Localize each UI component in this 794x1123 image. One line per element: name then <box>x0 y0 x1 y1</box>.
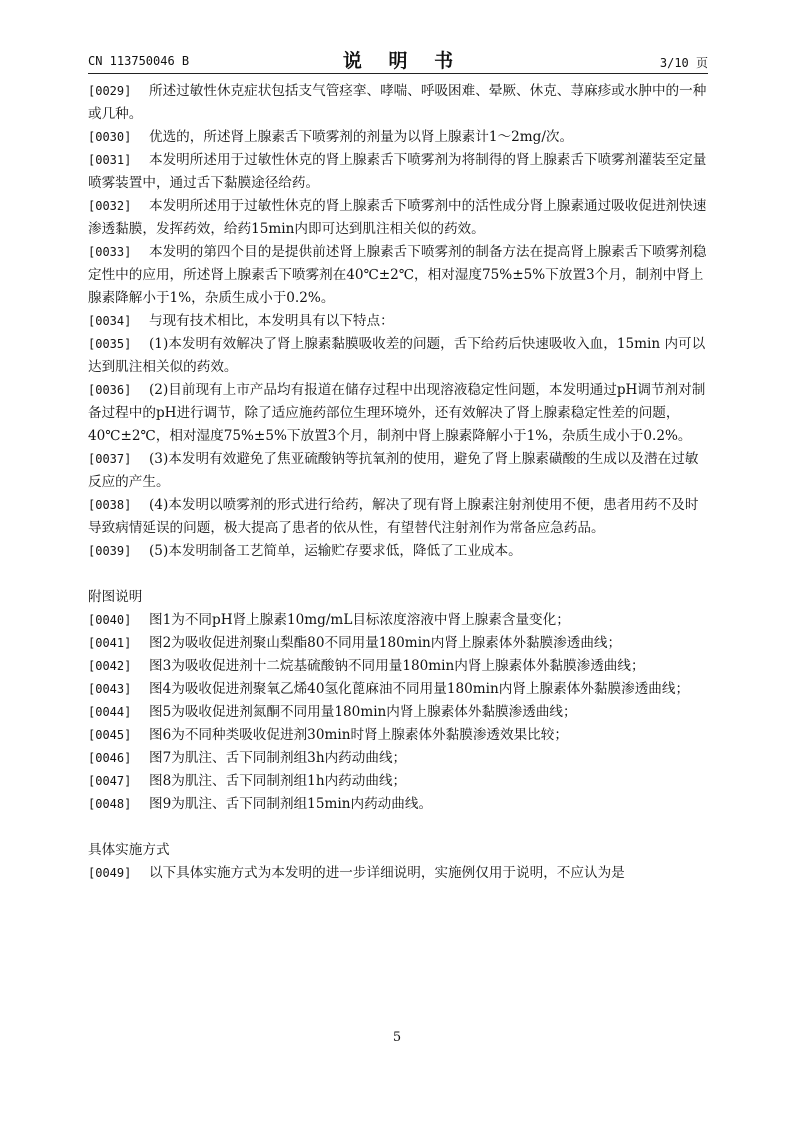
paragraph-number: [0044] <box>88 705 132 719</box>
section-spacer <box>88 816 708 839</box>
paragraph <box>88 862 708 885</box>
paragraph-number: [0045] <box>88 728 132 742</box>
patent-number: CN 113750046 B <box>88 54 190 68</box>
paragraph <box>88 310 708 333</box>
paragraph-number: [0037] <box>88 452 132 466</box>
paragraph <box>88 333 708 379</box>
paragraph <box>88 724 708 747</box>
paragraph <box>88 241 708 310</box>
paragraph-number: [0048] <box>88 797 132 811</box>
paragraph <box>88 494 708 540</box>
paragraph-number: [0038] <box>88 498 132 512</box>
paragraph-text: 本发明的第四个目的是提供前述肾上腺素舌下喷雾剂的制备方法在提高肾上腺素舌下喷雾剂稳定性中的应用，所述肾上腺素舌下喷雾剂在40℃±2℃，相对湿度75%±5%下放置3个月，制剂中肾上腺素降解小于1%，杂质生成小于0.2%。 <box>88 244 707 306</box>
paragraph-text: 与现有技术相比，本发明具有以下特点： <box>149 313 394 329</box>
paragraph-text: 优选的，所述肾上腺素舌下喷雾剂的剂量为以肾上腺素计1～2mg/次。 <box>149 129 574 145</box>
paragraph <box>88 540 708 563</box>
paragraph-text: 所述过敏性休克症状包括支气管痉挛、哮喘、呼吸困难、晕厥、休克、荨麻疹或水肿中的一种或几种。 <box>88 83 707 122</box>
paragraph-number: [0046] <box>88 751 132 765</box>
paragraph-number: [0049] <box>88 866 132 880</box>
paragraph <box>88 609 708 632</box>
paragraph <box>88 149 708 195</box>
header-divider <box>88 73 708 74</box>
paragraph-text: 图6为不同种类吸收促进剂30min时肾上腺素体外黏膜渗透效果比较； <box>149 727 568 743</box>
paragraph-text: 以下具体实施方式为本发明的进一步详细说明，实施例仅用于说明，不应认为是 <box>149 865 625 881</box>
paragraph-group-embodiments <box>88 862 708 885</box>
paragraph-number: [0039] <box>88 544 132 558</box>
paragraph-text: 图9为肌注、舌下同制剂组15min内药动曲线。 <box>149 796 433 812</box>
paragraph-number: [0033] <box>88 245 132 259</box>
paragraph-number: [0030] <box>88 130 132 144</box>
page-number: 5 <box>392 1030 402 1045</box>
section-title-embodiments: 具体实施方式 <box>88 842 170 858</box>
paragraph-number: [0029] <box>88 84 132 98</box>
document-title: 说 明 书 <box>342 50 464 72</box>
paragraph-number: [0035] <box>88 337 132 351</box>
paragraph <box>88 678 708 701</box>
paragraph-number: [0047] <box>88 774 132 788</box>
paragraph <box>88 126 708 149</box>
paragraph-text: 图3为吸收促进剂十二烷基硫酸钠不同用量180min内肾上腺素体外黏膜渗透曲线； <box>149 658 645 674</box>
document-body <box>88 80 708 885</box>
paragraph-group-advantages <box>88 80 708 563</box>
paragraph-text: 图8为肌注、舌下同制剂组1h内药动曲线； <box>149 773 407 789</box>
paragraph <box>88 448 708 494</box>
paragraph-text: 图5为吸收促进剂氮酮不同用量180min内肾上腺素体外黏膜渗透曲线； <box>149 704 577 720</box>
section-title-figures: 附图说明 <box>88 589 143 605</box>
paragraph <box>88 379 708 448</box>
paragraph-number: [0042] <box>88 659 132 673</box>
paragraph-text: 本发明所述用于过敏性休克的肾上腺素舌下喷雾剂中的活性成分肾上腺素通过吸收促进剂快速渗透黏膜，发挥药效，给药15min内即可达到肌注相关似的药效。 <box>88 198 707 237</box>
section-spacer <box>88 563 708 586</box>
paragraph-group-figures <box>88 609 708 816</box>
paragraph-number: [0031] <box>88 153 132 167</box>
paragraph-text: 图7为肌注、舌下同制剂组3h内药动曲线； <box>149 750 407 766</box>
paragraph-text: (4)本发明以喷雾剂的形式进行给药，解决了现有肾上腺素注射剂使用不便，患者用药不及时导致病情延误的问题，极大提高了患者的依从性，有望替代注射剂作为常备应急药品。 <box>88 497 699 536</box>
paragraph-text: 图1为不同pH肾上腺素10mg/mL目标浓度溶液中肾上腺素含量变化； <box>149 612 570 628</box>
paragraph-text: (5)本发明制备工艺简单，运输贮存要求低，降低了工业成本。 <box>149 543 522 559</box>
paragraph <box>88 655 708 678</box>
paragraph-text: 本发明所述用于过敏性休克的肾上腺素舌下喷雾剂为将制得的肾上腺素舌下喷雾剂灌装至定量喷雾装置中，通过舌下黏膜途径给药。 <box>88 152 707 191</box>
paragraph-text: (2)目前现有上市产品均有报道在储存过程中出现溶液稳定性问题，本发明通过pH调节剂对制备过程中的pH进行调节，除了适应施药部位生理环境外，还有效解决了肾上腺素稳定性差的问题，40℃±2℃，相对湿度75%±5%下放置3个月，制剂中肾上腺素降解小于1%，杂质生成小于0.2%。 <box>88 382 706 444</box>
paragraph <box>88 747 708 770</box>
page-header <box>88 40 708 74</box>
paragraph-number: [0043] <box>88 682 132 696</box>
page-indicator: 3/10 页 <box>659 56 708 70</box>
paragraph <box>88 632 708 655</box>
paragraph <box>88 701 708 724</box>
paragraph-number: [0041] <box>88 636 132 650</box>
paragraph-number: [0034] <box>88 314 132 328</box>
paragraph <box>88 80 708 126</box>
paragraph <box>88 195 708 241</box>
paragraph-text: (3)本发明有效避免了焦亚硫酸钠等抗氧剂的使用，避免了肾上腺素磺酸的生成以及潜在过敏反应的产生。 <box>88 451 699 490</box>
paragraph-text: 图4为吸收促进剂聚氧乙烯40氢化蓖麻油不同用量180min内肾上腺素体外黏膜渗透曲线； <box>149 681 690 697</box>
paragraph-number: [0036] <box>88 383 132 397</box>
paragraph-text: 图2为吸收促进剂聚山梨酯80不同用量180min内肾上腺素体外黏膜渗透曲线； <box>149 635 622 651</box>
paragraph-number: [0040] <box>88 613 132 627</box>
paragraph-text: (1)本发明有效解决了肾上腺素黏膜吸收差的问题，舌下给药后快速吸收入血，15min 内可以达到肌注相关似的药效。 <box>88 336 706 375</box>
paragraph <box>88 793 708 816</box>
paragraph <box>88 770 708 793</box>
paragraph-number: [0032] <box>88 199 132 213</box>
